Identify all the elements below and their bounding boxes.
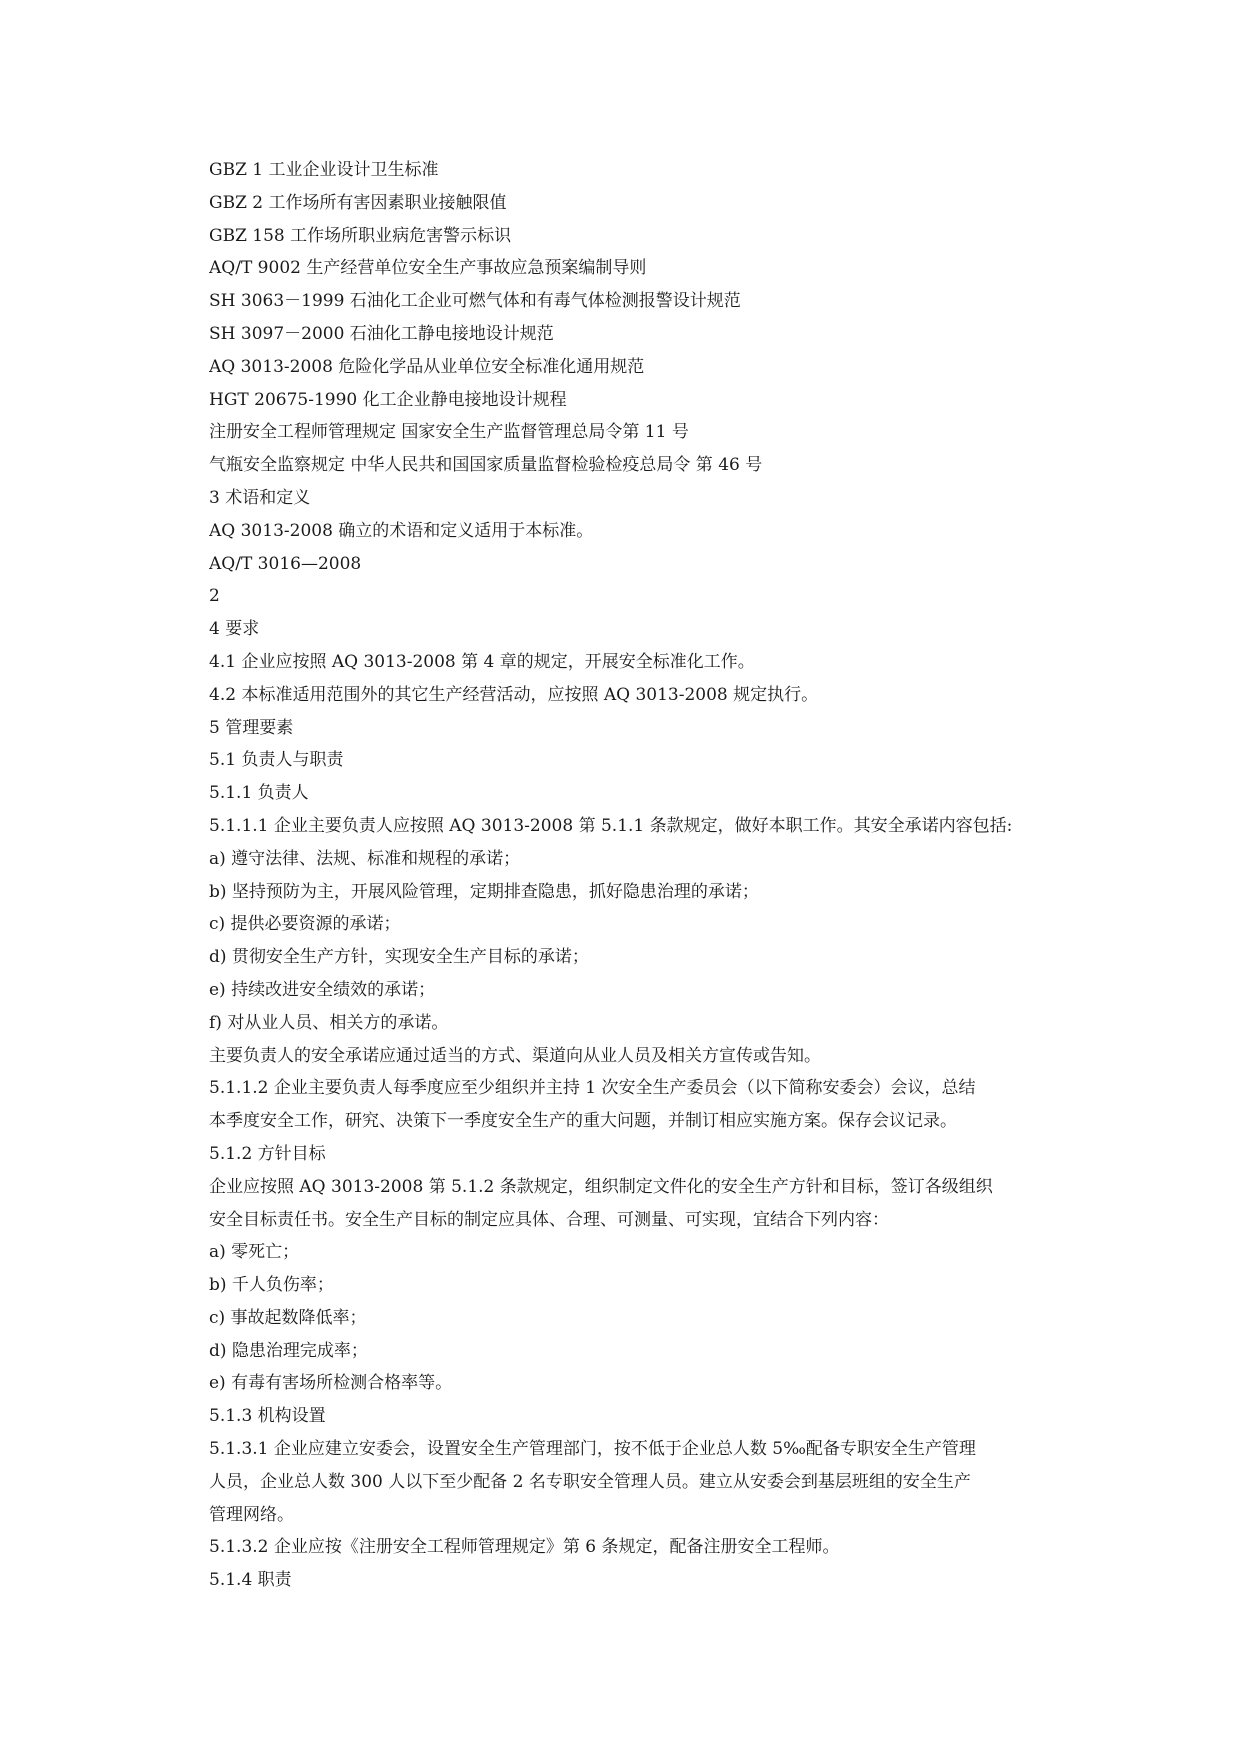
text-line: 主要负责人的安全承诺应通过适当的方式、渠道向从业人员及相关方宣传或告知。 — [209, 1045, 821, 1066]
subsection-heading: 5.1.2 方针目标 — [209, 1143, 326, 1164]
text-line: 气瓶安全监察规定 中华人民共和国国家质量监督检验检疫总局令 第 46 号 — [209, 455, 763, 476]
text-line: GBZ 2 工作场所有害因素职业接触限值 — [209, 192, 507, 213]
text-line: GBZ 158 工作场所职业病危害警示标识 — [209, 225, 512, 246]
text-line: 5.1.1.2 企业主要负责人每季度应至少组织并主持 1 次安全生产委员会（以下简称安委会）会议，总结 — [209, 1078, 976, 1099]
section-heading: 4 要求 — [209, 619, 260, 640]
list-item: e) 持续改进安全绩效的承诺； — [209, 979, 436, 1000]
list-item: d) 贯彻安全生产方针，实现安全生产目标的承诺； — [209, 947, 589, 968]
document-body — [209, 154, 1109, 1597]
section-heading: 3 术语和定义 — [209, 487, 311, 508]
text-line: 4.2 本标准适用范围外的其它生产经营活动，应按照 AQ 3013-2008 规定执行。 — [209, 684, 819, 705]
text-line: GBZ 1 工业企业设计卫生标准 — [209, 160, 439, 180]
page-number: 2 — [209, 586, 220, 607]
text-line: AQ 3013-2008 危险化学品从业单位安全标准化通用规范 — [209, 356, 645, 377]
text-line: AQ/T 9002 生产经营单位安全生产事故应急预案编制导则 — [209, 258, 647, 279]
text-line: SH 3063－1999 石油化工企业可燃气体和有毒气体检测报警设计规范 — [209, 291, 741, 312]
text-line: 本季度安全工作，研究、决策下一季度安全生产的重大问题，并制订相应实施方案。保存会议记录。 — [209, 1111, 957, 1132]
text-line: 安全目标责任书。安全生产目标的制定应具体、合理、可测量、可实现，宜结合下列内容： — [209, 1209, 889, 1230]
list-item: b) 千人负伤率； — [209, 1275, 334, 1296]
text-line: 5.1.1.1 企业主要负责人应按照 AQ 3013-2008 第 5.1.1 条款规定，做好本职工作。其安全承诺内容包括: — [209, 815, 1013, 836]
page-header-code: AQ/T 3016—2008 — [209, 553, 362, 574]
text-line: AQ 3013-2008 确立的术语和定义适用于本标准。 — [209, 520, 594, 541]
text-line: 5.1.3.1 企业应建立安委会，设置安全生产管理部门，按不低于企业总人数 5‰配备专职安全生产管理 — [209, 1439, 976, 1460]
section-heading: 5 管理要素 — [209, 717, 294, 738]
list-item: b) 坚持预防为主，开展风险管理，定期排查隐患，抓好隐患治理的承诺； — [209, 881, 759, 902]
text-line: 人员，企业总人数 300 人以下至少配备 2 名专职安全管理人员。建立从安委会到基层班组的安全生产 — [209, 1471, 971, 1492]
list-item: c) 提供必要资源的承诺； — [209, 914, 401, 935]
text-line: HGT 20675-1990 化工企业静电接地设计规程 — [209, 389, 567, 410]
list-item: e) 有毒有害场所检测合格率等。 — [209, 1373, 453, 1394]
subsection-heading: 5.1 负责人与职责 — [209, 750, 344, 771]
text-line: 企业应按照 AQ 3013-2008 第 5.1.2 条款规定，组织制定文件化的安全生产方针和目标，签订各级组织 — [209, 1176, 993, 1197]
subsection-heading: 5.1.3 机构设置 — [209, 1406, 326, 1427]
list-item: f) 对从业人员、相关方的承诺。 — [209, 1012, 449, 1033]
text-line: 管理网络。 — [209, 1504, 294, 1525]
text-line: 5.1.3.2 企业应按《注册安全工程师管理规定》第 6 条规定，配备注册安全工程师。 — [209, 1537, 840, 1558]
subsection-heading: 5.1.1 负责人 — [209, 783, 309, 804]
list-item: d) 隐患治理完成率； — [209, 1340, 368, 1361]
list-item: a) 遵守法律、法规、标准和规程的承诺； — [209, 848, 521, 869]
subsection-heading: 5.1.4 职责 — [209, 1570, 292, 1591]
text-line: 4.1 企业应按照 AQ 3013-2008 第 4 章的规定，开展安全标准化工作。 — [209, 651, 755, 672]
text-line: 注册安全工程师管理规定 国家安全生产监督管理总局令第 11 号 — [209, 422, 689, 443]
list-item: a) 零死亡； — [209, 1242, 300, 1263]
text-line: SH 3097－2000 石油化工静电接地设计规范 — [209, 323, 554, 344]
list-item: c) 事故起数降低率； — [209, 1307, 367, 1328]
